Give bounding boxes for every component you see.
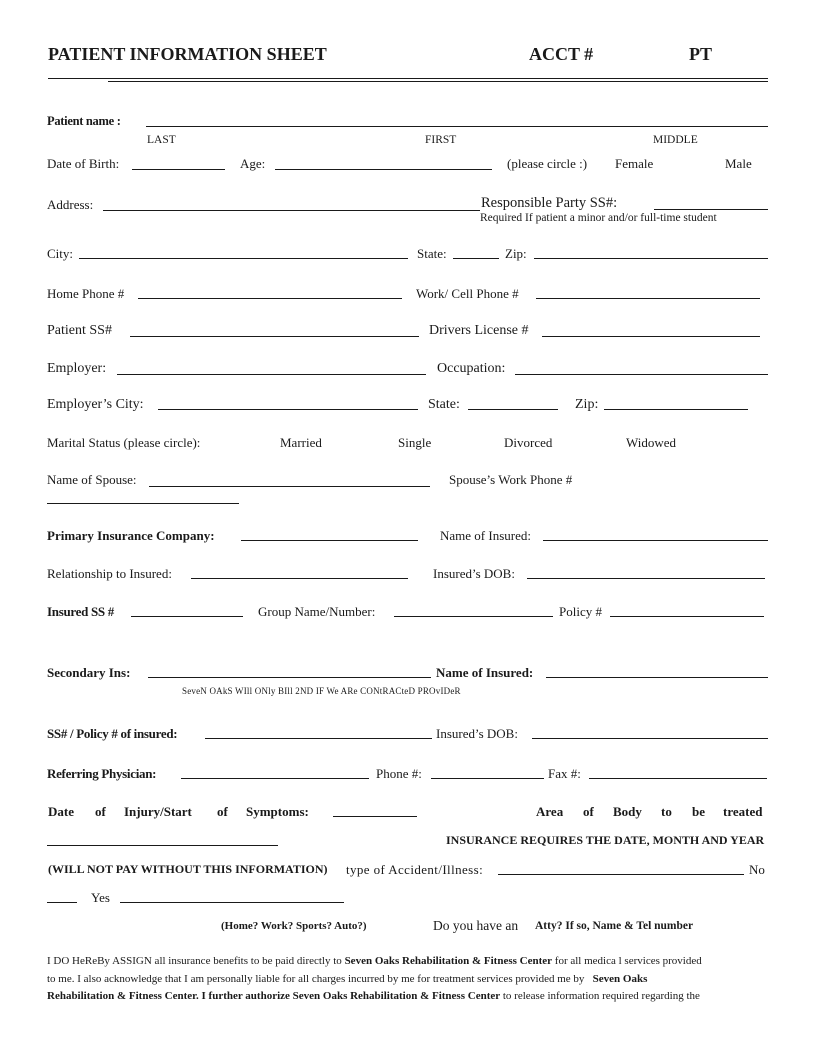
area-word-to: to	[661, 804, 672, 819]
age-label: Age:	[240, 156, 266, 171]
acct-label: ACCT #	[529, 44, 594, 64]
spouse-name-field[interactable]	[149, 486, 430, 487]
secondary-insured-name-field[interactable]	[546, 677, 768, 678]
state-label: State:	[417, 246, 447, 261]
accident-type-label: type of Accident/Illness:	[346, 862, 484, 877]
assign-text-1b: for all medica l services provided	[554, 955, 702, 967]
referring-physician-label: Referring Physician:	[47, 766, 157, 781]
circle-note: (please circle :)	[507, 156, 588, 171]
ss-policy-label: SS# / Policy # of insured:	[47, 726, 178, 741]
address-label: Address:	[47, 197, 94, 212]
home-work-note: (Home? Work? Sports? Auto?)	[221, 920, 367, 932]
employer-state-label: State:	[428, 397, 460, 412]
employer-zip-field[interactable]	[604, 409, 748, 410]
female-option[interactable]: Female	[615, 156, 654, 171]
employer-zip-label: Zip:	[575, 397, 599, 412]
referring-fax-field[interactable]	[589, 778, 767, 779]
city-label: City:	[47, 246, 74, 261]
marital-option-single[interactable]: Single	[398, 435, 432, 450]
first-name-caption: FIRST	[425, 134, 457, 146]
attorney-question: Do you have an	[433, 918, 519, 933]
secondary-insurance-label: Secondary Ins:	[47, 665, 131, 680]
assign-org-name-3: Rehabilitation & Fitness Center. I further authorize Seven Oaks Rehabilitation & Fitness Center	[47, 990, 501, 1002]
employer-field[interactable]	[117, 374, 426, 375]
male-option[interactable]: Male	[725, 156, 752, 171]
insured-dob-label: Insured’s DOB:	[433, 566, 515, 581]
dob-label: Date of Birth:	[47, 156, 120, 171]
city-field[interactable]	[79, 258, 408, 259]
state-field[interactable]	[453, 258, 499, 259]
accident-yes-option[interactable]: Yes	[91, 890, 110, 905]
marital-option-widowed[interactable]: Widowed	[626, 435, 677, 450]
attorney-name-note: Atty? If so, Name & Tel number	[535, 920, 694, 932]
injury-word-of-2: of	[217, 804, 228, 819]
header-divider-2	[108, 81, 768, 82]
spouse-work-phone-label: Spouse’s Work Phone #	[449, 472, 573, 487]
work-phone-label: Work/ Cell Phone #	[416, 286, 519, 301]
assign-org-name-2: Seven Oaks	[592, 972, 648, 985]
accident-no-option[interactable]: No	[749, 862, 765, 877]
zip-label: Zip:	[505, 246, 527, 261]
relationship-field[interactable]	[191, 578, 408, 579]
employer-label: Employer:	[47, 361, 107, 376]
spouse-work-phone-field[interactable]	[47, 503, 239, 504]
secondary-insured-name-label: Name of Insured:	[436, 665, 534, 680]
policy-field[interactable]	[610, 616, 764, 617]
accident-type-field[interactable]	[498, 874, 744, 875]
address-field[interactable]	[103, 210, 480, 211]
home-phone-field[interactable]	[138, 298, 402, 299]
secondary-insurance-field[interactable]	[148, 677, 431, 678]
patient-name-label: Patient name :	[47, 114, 121, 128]
injury-word-symptoms: Symptoms:	[246, 804, 309, 819]
header-divider	[48, 78, 768, 79]
responsible-note: Required If patient a minor and/or full-time student	[480, 212, 717, 224]
employer-city-field[interactable]	[158, 409, 418, 410]
spouse-name-label: Name of Spouse:	[47, 472, 137, 487]
responsible-party-label: Responsible Party SS#:	[481, 195, 618, 211]
secondary-note: SeveN OAkS WIll ONly BIll 2ND IF We ARe CONtRACteD PROvIDeR	[182, 686, 461, 696]
drivers-license-label: Drivers License #	[429, 323, 529, 338]
patient-name-field[interactable]	[146, 126, 768, 127]
employer-city-label: Employer’s City:	[47, 397, 144, 412]
insured-name-label: Name of Insured:	[440, 528, 531, 543]
assign-text-3: to release information required regarding the	[502, 990, 700, 1002]
insured-dob-field[interactable]	[527, 578, 765, 579]
group-name-label: Group Name/Number:	[258, 604, 376, 619]
area-word-area: Area	[536, 804, 564, 819]
assign-text-2: to me. I also acknowledge that I am personally liable for all charges incurred by me for treatment services provided me by	[47, 972, 585, 985]
age-field[interactable]	[275, 169, 492, 170]
group-name-field[interactable]	[394, 616, 553, 617]
occupation-label: Occupation:	[437, 361, 506, 376]
pt-label: PT	[689, 44, 713, 64]
area-word-body: Body	[613, 804, 642, 819]
insured-name-field[interactable]	[543, 540, 768, 541]
dob-field[interactable]	[132, 169, 225, 170]
area-treated-field[interactable]	[47, 845, 278, 846]
zip-field[interactable]	[534, 258, 768, 259]
injury-word-of: of	[95, 804, 106, 819]
marital-option-divorced[interactable]: Divorced	[504, 435, 553, 450]
referring-phone-label: Phone #:	[376, 766, 422, 781]
referring-physician-field[interactable]	[181, 778, 369, 779]
injury-word-start: Injury/Start	[124, 804, 192, 819]
assign-text-1: I DO HeReBy ASSIGN all insurance benefits to be paid directly to	[47, 955, 342, 967]
page-title: PATIENT INFORMATION SHEET	[48, 44, 327, 64]
responsible-party-field[interactable]	[654, 209, 768, 210]
employer-state-field[interactable]	[468, 409, 558, 410]
referring-fax-label: Fax #:	[548, 766, 581, 781]
work-phone-field[interactable]	[536, 298, 760, 299]
occupation-field[interactable]	[515, 374, 768, 375]
assignment-paragraph	[47, 953, 767, 1006]
area-word-be: be	[692, 804, 705, 819]
last-name-caption: LAST	[147, 134, 176, 146]
marital-status-label: Marital Status (please circle):	[47, 435, 201, 450]
patient-ss-field[interactable]	[130, 336, 419, 337]
policy-label: Policy #	[559, 604, 602, 619]
area-word-treated: treated	[723, 804, 763, 819]
home-phone-label: Home Phone #	[47, 286, 125, 301]
primary-insurance-label: Primary Insurance Company:	[47, 528, 215, 543]
referring-phone-field[interactable]	[431, 778, 544, 779]
insured-ss-field[interactable]	[131, 616, 243, 617]
patient-ss-label: Patient SS#	[47, 323, 112, 338]
insurance-requires-note: INSURANCE REQUIRES THE DATE, MONTH AND YEAR	[446, 833, 765, 847]
accident-no-field[interactable]	[47, 902, 77, 903]
marital-option-married[interactable]: Married	[280, 435, 322, 450]
injury-date-field[interactable]	[333, 816, 417, 817]
assign-org-name: Seven Oaks Rehabilitation & Fitness Center	[344, 955, 553, 967]
injury-word-date: Date	[48, 804, 74, 819]
area-word-of: of	[583, 804, 594, 819]
drivers-license-field[interactable]	[542, 336, 760, 337]
relationship-label: Relationship to Insured:	[47, 566, 172, 581]
insured-ss-label: Insured SS #	[47, 604, 114, 619]
will-not-pay-note: (WILL NOT PAY WITHOUT THIS INFORMATION)	[48, 862, 328, 876]
ss-policy-field[interactable]	[205, 738, 432, 739]
primary-insurance-field[interactable]	[241, 540, 418, 541]
middle-name-caption: MIDDLE	[653, 134, 698, 146]
ss-policy-dob-label: Insured’s DOB:	[436, 726, 518, 741]
ss-policy-dob-field[interactable]	[532, 738, 768, 739]
accident-yes-field[interactable]	[120, 902, 344, 903]
